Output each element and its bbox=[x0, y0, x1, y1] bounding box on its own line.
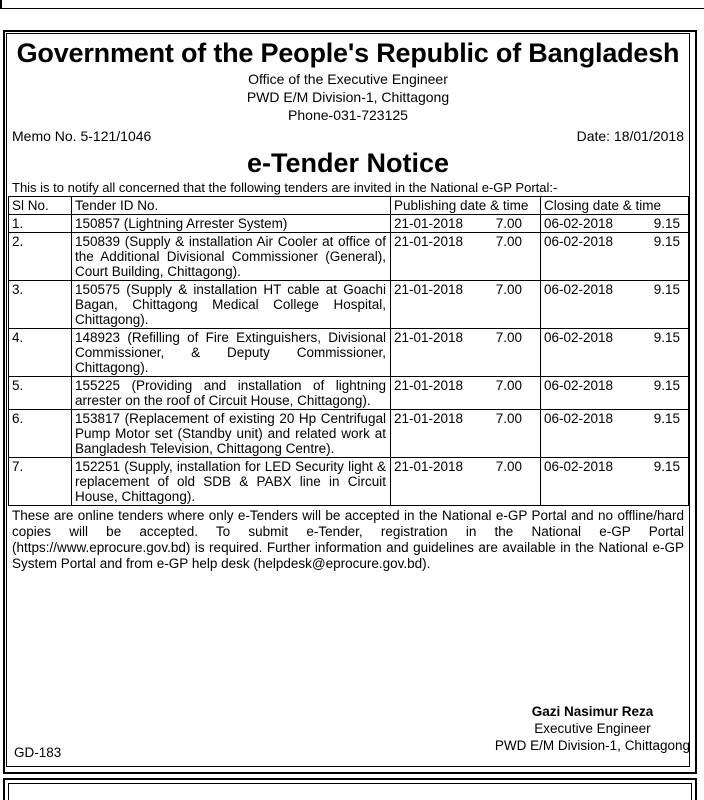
signatory-division: PWD E/M Division-1, Chittagong bbox=[494, 738, 690, 753]
cell-closing bbox=[541, 410, 689, 458]
closing-time: 9.15 bbox=[653, 216, 680, 231]
cell-publishing bbox=[391, 215, 541, 233]
top-border-line bbox=[0, 0, 704, 9]
signature-block bbox=[495, 703, 690, 754]
publishing-time: 7.00 bbox=[495, 282, 522, 297]
table-row bbox=[9, 215, 689, 233]
cell-sl-no: 2. bbox=[9, 233, 72, 281]
notice-title: e-Tender Notice bbox=[246, 148, 450, 178]
cell-tender-desc: 155225 (Providing and installation of lightning arrester on the roof of Circuit House, Chittagong). bbox=[72, 377, 391, 410]
footer-text: These are online tenders where only e-Tenders will be accepted in the National e-GP Portal and no offline/hard copies will be accepted. To submit e-Tender, registration in the National e-GP Portal (https://www.eprocure.gov.bd) is required. Further information and guidelines are available in the National e-GP System Portal and from e-GP help desk (helpdesk@eprocure.gov.bd). bbox=[12, 508, 684, 571]
cell-sl-no: 7. bbox=[9, 458, 72, 506]
closing-time: 9.15 bbox=[653, 459, 680, 474]
header-closing: Closing date & time bbox=[541, 197, 689, 215]
memo-date: Date: 18/01/2018 bbox=[576, 128, 684, 144]
closing-date: 06-02-2018 bbox=[544, 216, 614, 231]
cell-closing bbox=[541, 377, 689, 410]
publishing-time: 7.00 bbox=[495, 234, 522, 249]
tender-table bbox=[8, 196, 689, 506]
cell-closing bbox=[541, 458, 689, 506]
division-line: PWD E/M Division-1, Chittagong bbox=[246, 89, 450, 105]
closing-date: 06-02-2018 bbox=[544, 234, 614, 249]
cell-publishing bbox=[391, 410, 541, 458]
memo-row bbox=[8, 128, 688, 144]
office-line: Office of the Executive Engineer bbox=[248, 71, 448, 87]
publishing-time: 7.00 bbox=[495, 459, 522, 474]
cell-sl-no: 3. bbox=[9, 281, 72, 329]
cell-tender-desc: 152251 (Supply, installation for LED Security light & replacement of old SDB & PABX line in Circuit House, Chittagong). bbox=[72, 458, 391, 506]
publishing-date: 21-01-2018 bbox=[394, 411, 464, 426]
table-row bbox=[9, 410, 689, 458]
cell-tender-desc: 153817 (Replacement of existing 20 Hp Centrifugal Pump Motor set (Standby unit) and related work at Bangladesh Television, Chittagong Centre). bbox=[72, 410, 391, 458]
publishing-time: 7.00 bbox=[495, 330, 522, 345]
header-publishing: Publishing date & time bbox=[391, 197, 541, 215]
tender-rows bbox=[9, 215, 689, 506]
table-header-row bbox=[9, 197, 689, 215]
signatory-designation: Executive Engineer bbox=[534, 721, 651, 736]
page-title: Government of the People's Republic of Bangladesh bbox=[16, 38, 680, 68]
signatory-name: Gazi Nasimur Reza bbox=[531, 704, 654, 719]
cell-tender-desc: 150575 (Supply & installation HT cable at Goachi Bagan, Chittagong Medical College Hospital, Chittagong). bbox=[72, 281, 391, 329]
cell-sl-no: 4. bbox=[9, 329, 72, 377]
publishing-date: 21-01-2018 bbox=[394, 330, 464, 345]
cell-closing bbox=[541, 329, 689, 377]
notice-content bbox=[8, 36, 688, 572]
cell-sl-no: 6. bbox=[9, 410, 72, 458]
closing-time: 9.15 bbox=[653, 234, 680, 249]
publishing-time: 7.00 bbox=[495, 411, 522, 426]
cell-publishing bbox=[391, 233, 541, 281]
publishing-date: 21-01-2018 bbox=[394, 234, 464, 249]
next-notice-frame bbox=[3, 778, 697, 800]
closing-time: 9.15 bbox=[653, 378, 680, 393]
table-row bbox=[9, 377, 689, 410]
cell-sl-no: 5. bbox=[9, 377, 72, 410]
gd-number: GD-183 bbox=[14, 745, 62, 760]
cell-tender-desc: 150857 (Lightning Arrester System) bbox=[72, 215, 391, 233]
closing-date: 06-02-2018 bbox=[544, 282, 614, 297]
top-border-tick bbox=[0, 0, 2, 8]
table-row bbox=[9, 329, 689, 377]
cell-publishing bbox=[391, 377, 541, 410]
header-tender-id: Tender ID No. bbox=[72, 197, 391, 215]
cell-tender-desc: 150839 (Supply & installation Air Cooler at office of the Additional Divisional Commissioner (General), Court Building, Chittagong). bbox=[72, 233, 391, 281]
cell-closing bbox=[541, 281, 689, 329]
table-row bbox=[9, 458, 689, 506]
cell-closing bbox=[541, 215, 689, 233]
publishing-time: 7.00 bbox=[495, 216, 522, 231]
closing-date: 06-02-2018 bbox=[544, 378, 614, 393]
cell-publishing bbox=[391, 329, 541, 377]
closing-time: 9.15 bbox=[653, 411, 680, 426]
publishing-date: 21-01-2018 bbox=[394, 459, 464, 474]
cell-sl-no: 1. bbox=[9, 215, 72, 233]
table-row bbox=[9, 233, 689, 281]
table-row bbox=[9, 281, 689, 329]
publishing-date: 21-01-2018 bbox=[394, 216, 464, 231]
header-sl-no: Sl No. bbox=[9, 197, 72, 215]
cell-closing bbox=[541, 233, 689, 281]
cell-publishing bbox=[391, 458, 541, 506]
closing-date: 06-02-2018 bbox=[544, 411, 614, 426]
publishing-date: 21-01-2018 bbox=[394, 282, 464, 297]
intro-text: This is to notify all concerned that the following tenders are invited in the National e-GP Portal:- bbox=[12, 180, 558, 195]
next-notice-inner-frame bbox=[8, 783, 692, 800]
cell-tender-desc: 148923 (Refilling of Fire Extinguishers, Divisional Commissioner, & Deputy Commissioner, Chittagong). bbox=[72, 329, 391, 377]
closing-date: 06-02-2018 bbox=[544, 330, 614, 345]
closing-date: 06-02-2018 bbox=[544, 459, 614, 474]
memo-number: Memo No. 5-121/1046 bbox=[12, 128, 152, 144]
publishing-time: 7.00 bbox=[495, 378, 522, 393]
closing-time: 9.15 bbox=[653, 330, 680, 345]
closing-time: 9.15 bbox=[653, 282, 680, 297]
cell-publishing bbox=[391, 281, 541, 329]
publishing-date: 21-01-2018 bbox=[394, 378, 464, 393]
phone-line: Phone-031-723125 bbox=[288, 107, 408, 123]
